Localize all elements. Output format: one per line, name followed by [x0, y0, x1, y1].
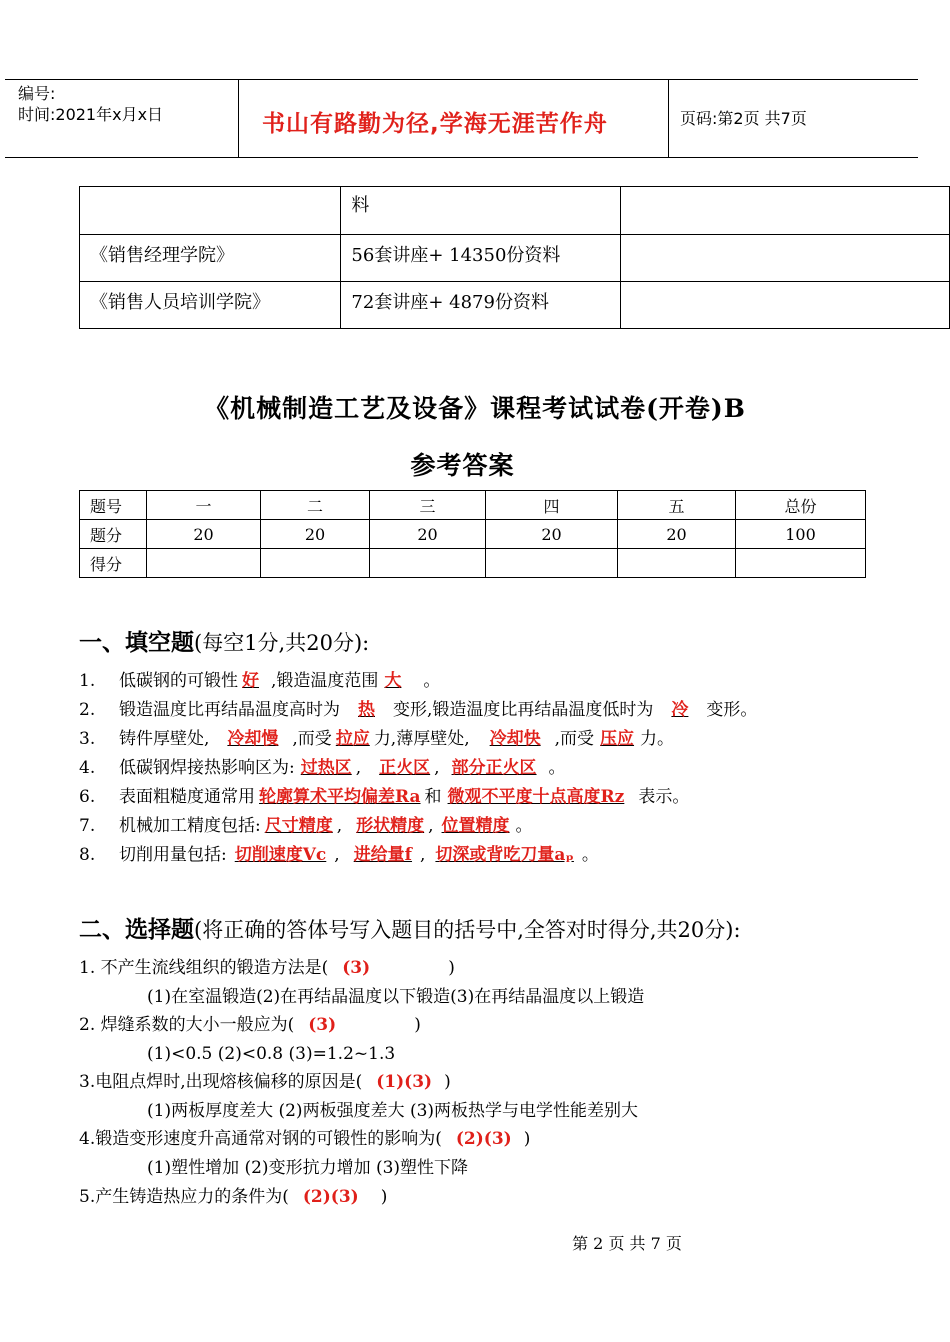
score-obtained-row: [80, 549, 866, 578]
question-text: 5.产生铸造热应力的条件为(: [79, 1187, 289, 1207]
table-cell: [631, 187, 949, 193]
table-cell: 一: [147, 491, 261, 520]
item-text: ,: [420, 845, 426, 865]
table-cell: [631, 282, 949, 288]
question-close: ): [380, 1187, 388, 1207]
score-input-cell: [147, 549, 261, 578]
item-text: ,而受: [292, 729, 332, 749]
item-text: 力。: [640, 729, 675, 749]
header-motto: 书山有路勤为径,学海无涯苦作舟: [262, 111, 608, 137]
choice-answer: (3): [308, 1015, 337, 1035]
choice-answer: (3): [342, 958, 371, 978]
item-text: ,锻造温度范围: [271, 671, 379, 691]
item-text: 低碳钢焊接热影响区为:: [119, 758, 295, 778]
item-number: 1.: [79, 671, 96, 691]
answer-blank: 切削速度Vc: [234, 845, 327, 865]
fill-item: [79, 844, 599, 866]
table-cell: 总份: [736, 491, 866, 520]
choice-question: [79, 957, 455, 979]
answer-blank: 拉应: [335, 729, 370, 749]
item-text: ,: [336, 816, 343, 836]
table-cell: 20: [261, 520, 370, 549]
score-input-cell: [736, 549, 866, 578]
section2-note: (将正确的答体号写入题目的括号中,全答对时得分,共20分):: [194, 918, 741, 942]
section1-title: 一、填空题: [79, 630, 194, 656]
section2-title: 二、选择题: [79, 917, 194, 943]
item-text: 切削用量包括:: [119, 845, 227, 865]
choice-question: [79, 1014, 421, 1036]
item-text: 机械加工精度包括:: [119, 816, 261, 836]
answer-blank: 微观不平度十点高度Rz: [447, 787, 625, 807]
item-text: 。: [548, 758, 566, 778]
choice-question: [79, 1071, 451, 1093]
fill-item: [79, 786, 689, 808]
table-cell: 72套讲座+ 4879份资料: [351, 292, 549, 313]
item-number: 4.: [79, 758, 96, 778]
table-cell: 五: [618, 491, 736, 520]
catalog-table: [79, 186, 950, 329]
score-header-row: [80, 491, 866, 520]
item-number: 7.: [79, 816, 96, 836]
answer-blank: 冷: [671, 700, 689, 720]
question-close: ): [523, 1129, 531, 1149]
answer-blank: 压应: [600, 729, 635, 749]
table-cell: 100: [736, 520, 866, 549]
page-indicator: 页码:第2页 共7页: [680, 109, 807, 128]
choice-question: [79, 1186, 387, 1208]
choice-options: (1)在室温锻造(2)在再结晶温度以下锻造(3)在再结晶温度以上锻造: [147, 987, 645, 1007]
answer-blank: 部分正火区: [451, 758, 537, 778]
table-cell: 《销售经理学院》: [90, 245, 234, 266]
header-divider-2: [668, 79, 669, 157]
fill-item: [79, 757, 566, 779]
table-cell: 四: [486, 491, 618, 520]
choice-answer: (2)(3): [302, 1187, 359, 1207]
table-cell: 20: [147, 520, 261, 549]
score-input-cell: [370, 549, 486, 578]
answer-blank: 热: [358, 700, 375, 720]
answer-blank: 形状精度: [356, 816, 425, 836]
item-text: 力,薄厚壁处,: [373, 729, 470, 749]
item-text: 锻造温度比再结晶温度高时为: [119, 700, 340, 720]
score-input-cell: [261, 549, 370, 578]
table-cell: [90, 187, 340, 193]
answer-blank: 正火区: [379, 758, 431, 778]
doc-number-label: 编号:: [18, 84, 56, 103]
section1-heading: [79, 624, 369, 657]
item-text: ,: [355, 758, 362, 778]
question-close: ): [444, 1072, 451, 1092]
item-text: ,而受: [554, 729, 595, 749]
table-row: [80, 187, 950, 235]
table-cell: [631, 235, 949, 241]
item-text: ,: [428, 816, 434, 836]
choice-answer: (2)(3): [455, 1129, 512, 1149]
choice-options: (1)塑性增加 (2)变形抗力增加 (3)塑性下降: [147, 1158, 469, 1178]
table-cell: 题分: [80, 520, 147, 549]
table-cell: 20: [618, 520, 736, 549]
doc-time-label: 时间:2021年x月x日: [18, 105, 164, 124]
score-input-cell: [486, 549, 618, 578]
answer-blank: 大: [384, 671, 402, 691]
section1-note: (每空1分,共20分):: [194, 631, 370, 655]
item-text: 变形,锻造温度比再结晶温度低时为: [393, 700, 654, 720]
score-table: [79, 490, 866, 578]
answer-blank: 过热区: [300, 758, 352, 778]
fill-item: [79, 728, 674, 750]
table-cell: 二: [261, 491, 370, 520]
answer-blank: 尺寸精度: [264, 816, 333, 836]
item-text: 表示。: [638, 787, 690, 807]
item-text: 低碳钢的可锻性: [119, 671, 238, 691]
item-text: 。: [423, 671, 441, 691]
item-text: 表面粗糙度通常用: [119, 787, 255, 807]
item-text: 。: [581, 845, 599, 865]
table-cell: 56套讲座+ 14350份资料: [351, 245, 561, 266]
header-divider-1: [238, 79, 239, 157]
table-row: [80, 235, 950, 282]
choice-options: (1)两板厚度差大 (2)两板强度差大 (3)两板热学与电学性能差别大: [147, 1101, 639, 1121]
table-cell: 三: [370, 491, 486, 520]
fill-item: [79, 815, 533, 837]
table-cell: 料: [351, 195, 370, 216]
table-cell: 20: [486, 520, 618, 549]
item-text: ,: [434, 758, 440, 778]
page-footer: 第 2 页 共 7 页: [572, 1234, 682, 1253]
answer-blank: 轮廓算术平均偏差Ra: [259, 787, 421, 807]
item-text: 铸件厚壁处,: [119, 729, 210, 749]
table-cell: 题号: [80, 491, 147, 520]
table-cell: 《销售人员培训学院》: [90, 292, 270, 313]
question-close: ): [414, 1015, 421, 1035]
exam-title: 《机械制造工艺及设备》课程考试试卷(开卷)B: [204, 394, 746, 423]
question-close: ): [448, 958, 455, 978]
choice-question: [79, 1128, 530, 1150]
question-text: 2. 焊缝系数的大小一般应为(: [79, 1015, 295, 1035]
score-input-cell: [618, 549, 736, 578]
table-cell: 20: [370, 520, 486, 549]
fill-item: [79, 670, 440, 692]
table-cell: 得分: [80, 549, 147, 578]
item-text: 。: [515, 816, 533, 836]
score-points-row: [80, 520, 866, 549]
item-text: 和: [424, 787, 442, 807]
header-top-rule: [5, 79, 918, 80]
answer-blank: 好: [242, 671, 259, 691]
answer-blank: 冷却慢: [227, 729, 279, 749]
item-number: 6.: [79, 787, 96, 807]
header-bottom-rule: [5, 157, 918, 158]
question-text: 3.电阻点焊时,出现熔核偏移的原因是(: [79, 1072, 363, 1092]
table-row: [80, 282, 950, 329]
section2-heading: [79, 911, 741, 944]
item-number: 2.: [79, 700, 96, 720]
answer-blank: 进给量f: [353, 845, 413, 865]
choice-answer: (1)(3): [376, 1072, 433, 1092]
exam-subtitle: 参考答案: [410, 451, 515, 480]
item-number: 8.: [79, 845, 96, 865]
item-text: 变形。: [706, 700, 758, 720]
fill-item: [79, 699, 757, 721]
question-text: 1. 不产生流线组织的锻造方法是(: [79, 958, 329, 978]
item-text: ,: [334, 845, 340, 865]
answer-blank: 切深或背吃刀量aₚ: [435, 845, 574, 865]
question-text: 4.锻造变形速度升高通常对钢的可锻性的影响为(: [79, 1129, 442, 1149]
choice-options: (1)<0.5 (2)<0.8 (3)=1.2~1.3: [147, 1044, 396, 1064]
answer-blank: 冷却快: [489, 729, 541, 749]
item-number: 3.: [79, 729, 96, 749]
answer-blank: 位置精度: [441, 816, 510, 836]
